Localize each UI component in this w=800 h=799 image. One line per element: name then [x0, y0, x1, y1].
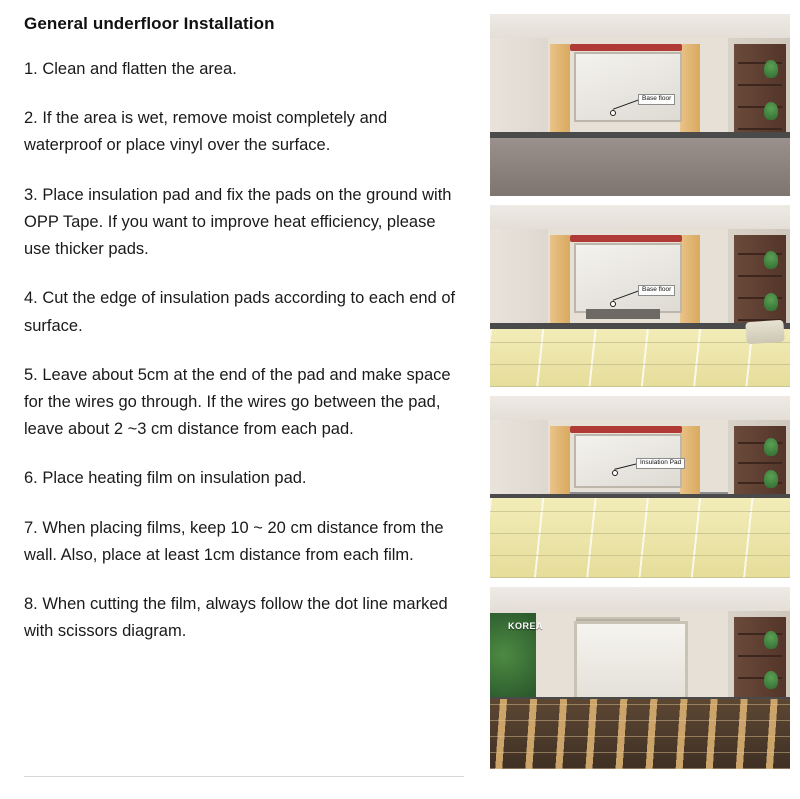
callout-anchor-dot — [610, 301, 616, 307]
page-divider — [24, 776, 464, 777]
pad-roll — [745, 320, 784, 345]
insulation-pad-surface — [490, 498, 790, 578]
plant-icon — [764, 251, 778, 269]
plant-icon — [764, 293, 778, 311]
instruction-step-3: 3. Place insulation pad and fix the pads on the ground with OPP Tape. If you want to improve heat efficiency, please use thicker pads. — [24, 185, 452, 259]
instruction-step-7: 7. When placing films, keep 10 ~ 20 cm distance from the wall. Also, place at least 1cm distance from each film. — [24, 518, 444, 564]
callout-label-base-floor: Base floor — [638, 285, 675, 296]
plant-icon — [764, 60, 778, 78]
window-valance — [570, 235, 682, 242]
instruction-step-1: 1. Clean and flatten the area. — [24, 60, 237, 78]
heating-film-surface — [490, 699, 790, 769]
glass-door — [574, 621, 688, 703]
page-title: General underfloor Installation — [24, 14, 275, 33]
plant-icon — [764, 631, 778, 649]
pad-grid-lines — [490, 498, 790, 578]
wall-pillar — [550, 44, 570, 140]
instruction-step-2: 2. If the area is wet, remove moist completely and waterproof or place vinyl over the surface. — [24, 109, 388, 155]
window — [574, 52, 682, 122]
callout-anchor-dot — [610, 110, 616, 116]
wall-shelf — [734, 44, 786, 144]
bench — [586, 309, 660, 319]
wall-shelf — [734, 617, 786, 709]
instruction-step-4: 4. Cut the edge of insulation pads according to each end of surface. — [24, 289, 456, 335]
callout-label-base-floor: Base floor — [638, 94, 675, 105]
illustrations-column — [472, 14, 790, 769]
callout-anchor-dot — [612, 470, 618, 476]
photo-2-insulation-pad-laid — [490, 205, 790, 387]
plant-icon — [764, 671, 778, 689]
window-valance — [570, 44, 682, 51]
insulation-pad-surface — [490, 329, 790, 387]
wall-pillar — [550, 235, 570, 331]
wall-pillar — [550, 426, 570, 498]
plant-icon — [764, 438, 778, 456]
instruction-step-8: 8. When cutting the film, always follow the dot line marked with scissors diagram. — [24, 595, 448, 641]
plant-icon — [764, 470, 778, 488]
instruction-step-6: 6. Place heating film on insulation pad. — [24, 469, 307, 488]
photo-1-bare-floor — [490, 14, 790, 196]
base-floor-surface — [490, 138, 790, 196]
photo-3-insulation-pad-labeled — [490, 396, 790, 578]
heating-film-grid — [490, 699, 790, 769]
photo-4-heating-film-installed — [490, 587, 790, 769]
left-wall — [490, 38, 550, 138]
pad-grid-lines — [490, 329, 790, 387]
window-valance — [570, 426, 682, 433]
brand-label: KOREA — [508, 621, 544, 631]
plant-icon — [764, 102, 778, 120]
wall-pillar — [680, 44, 700, 140]
wall-pillar — [680, 235, 700, 331]
instruction-step-5: 5. Leave about 5cm at the end of the pad and make space for the wires go through. If the wires go between the pad, leave about 2 ~3 cm distance from each pad. — [24, 365, 451, 439]
instructions-column — [24, 14, 472, 668]
window — [574, 243, 682, 313]
callout-label-insulation-pad: Insulation Pad — [636, 458, 685, 469]
left-wall — [490, 229, 550, 329]
